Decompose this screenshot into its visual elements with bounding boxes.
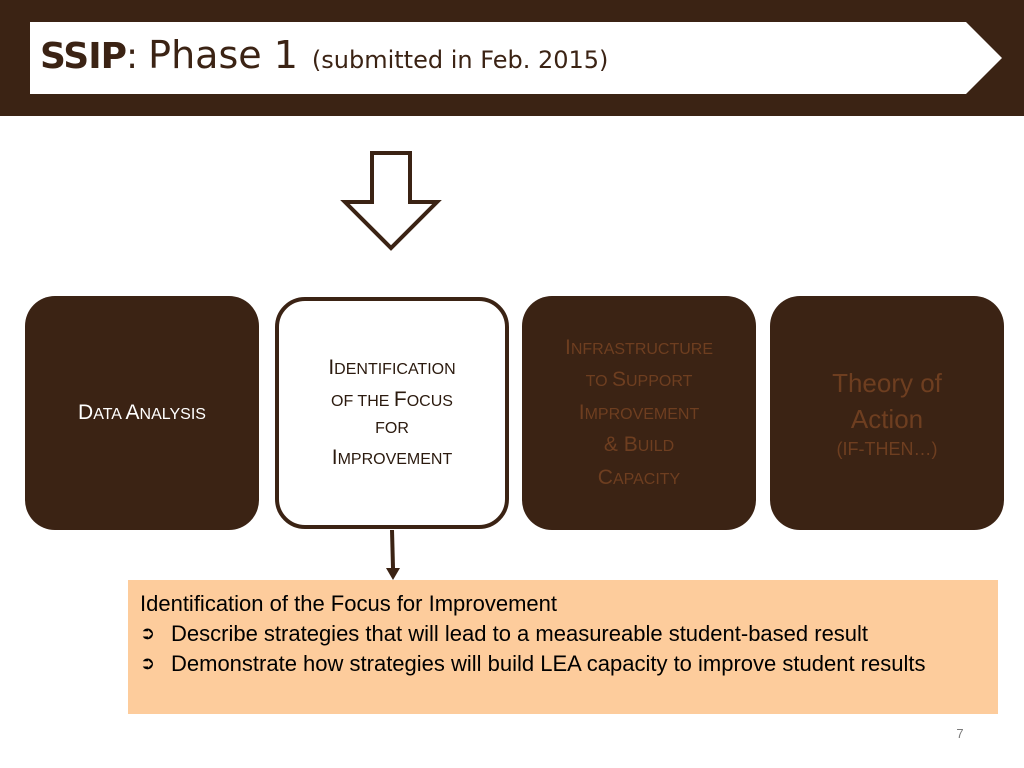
callout-bullet xyxy=(140,619,986,649)
theory-line-1: Theory of xyxy=(832,367,942,398)
page-number: 7 xyxy=(956,726,964,741)
theory-line-2: Action xyxy=(850,404,924,435)
title-colon: : xyxy=(126,36,139,77)
box-label-text: TO xyxy=(585,373,612,391)
box-label-text: NFRASTRUCTURE xyxy=(570,340,714,358)
process-box-theory-of-action xyxy=(770,296,1004,530)
slide-title xyxy=(40,33,609,77)
theory-subtitle: (IF-THEN…) xyxy=(836,438,938,459)
box-label-text: I xyxy=(578,400,585,424)
box-label-text: I xyxy=(328,355,335,379)
box-label-text: D xyxy=(78,400,94,424)
box-label-text: APACITY xyxy=(612,470,681,488)
box-label-text: I xyxy=(331,445,338,469)
box-label-text: OCUS xyxy=(406,393,453,411)
box-label-text: MPROVEMENT xyxy=(584,405,700,423)
process-box-focus-for-improvement xyxy=(275,297,509,529)
box-label-text: DENTIFICATION xyxy=(334,360,456,378)
box-label-text: F xyxy=(393,388,407,412)
bullet-text: Demonstrate how strategies will build LEA capacity to improve student results xyxy=(171,651,926,676)
box-label-text: MPROVEMENT xyxy=(337,450,453,468)
callout-heading: Identification of the Focus for Improvement xyxy=(140,591,557,616)
title-phase: Phase 1 xyxy=(148,33,298,77)
box-label-text: C xyxy=(597,465,613,489)
down-arrow-icon xyxy=(340,150,442,254)
box-label-text: FOR xyxy=(375,419,409,437)
box-label-text: A xyxy=(125,400,140,424)
box-label-text: S xyxy=(611,368,626,392)
title-acronym: SSIP xyxy=(40,36,127,77)
box-label-text: I xyxy=(564,335,571,359)
box-label-text: OF THE xyxy=(331,393,394,411)
box-label-text: UILD xyxy=(637,438,675,456)
box-label-text: B xyxy=(623,433,638,457)
box-label-text: NALYSIS xyxy=(139,405,206,423)
box-label-text: & xyxy=(603,433,624,457)
bullet-text: Describe strategies that will lead to a measureable student-based result xyxy=(171,621,869,646)
connector-arrow-icon xyxy=(378,528,408,584)
box-label xyxy=(78,397,206,430)
process-box-data-analysis xyxy=(25,296,259,530)
process-box-infrastructure xyxy=(522,296,756,530)
callout-box xyxy=(128,580,998,714)
callout-bullet xyxy=(140,649,986,679)
box-label-text: UPPORT xyxy=(626,373,693,391)
title-banner xyxy=(30,22,1002,94)
box-label xyxy=(328,352,455,474)
arrow-bullet-icon: ➲ xyxy=(140,653,156,674)
arrow-bullet-icon: ➲ xyxy=(140,623,156,644)
box-label xyxy=(832,365,942,461)
box-label xyxy=(565,332,713,495)
title-subtitle: (submitted in Feb. 2015) xyxy=(311,46,609,74)
box-label-text: ATA xyxy=(93,405,126,423)
